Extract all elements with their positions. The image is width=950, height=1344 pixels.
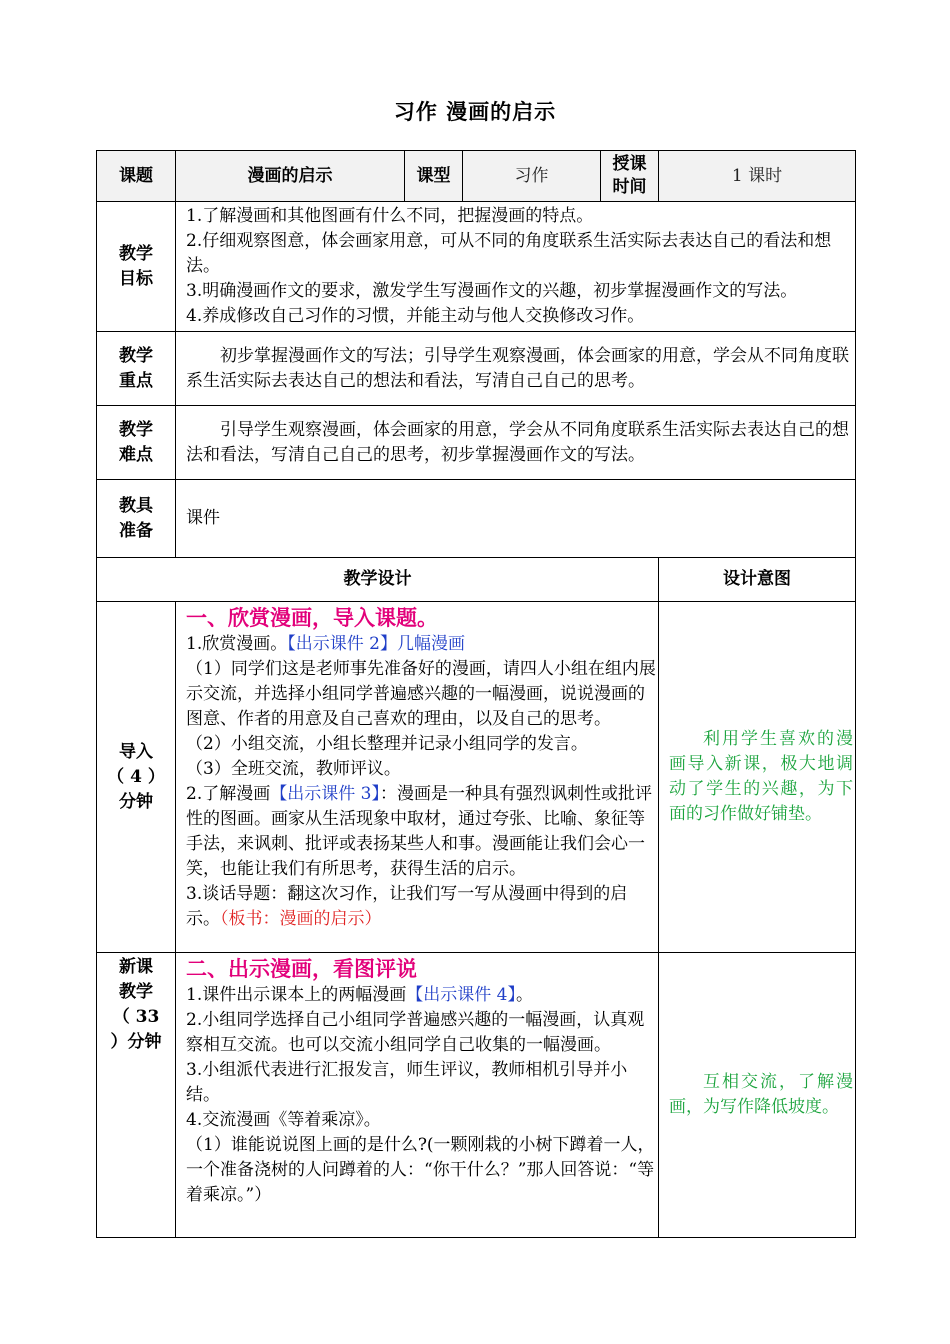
- courseware-link: 【出示课件 2】几幅漫画: [287, 634, 465, 654]
- section2-intent: 互相交流，了解漫画，为写作降低坡度。: [659, 953, 856, 1238]
- goal-item: 4.养成修改自己习作的习惯，并能主动与他人交换修改习作。: [186, 306, 645, 326]
- section1-line-4: （3）全班交流，教师评议。: [186, 759, 401, 779]
- section1-stage-3: 分钟: [119, 791, 153, 812]
- difficulties-label-1: 教学: [119, 419, 153, 440]
- type-value: 习作: [463, 151, 601, 202]
- section1-line-5-text-a: 2.了解漫画: [186, 784, 271, 804]
- section1-line-1: [186, 632, 656, 657]
- section2-line-1-text: 1.课件出示课本上的两幅漫画: [186, 985, 407, 1005]
- section1-line-6: [186, 882, 656, 932]
- section1-line-2: （1）同学们这是老师事先准备好的漫画，请四人小组在组内展示交流，并选择小组同学普遍感兴趣的一幅漫画，说说漫画的图意、作者的用意及自己喜欢的理由，以及自己的思考。: [186, 659, 656, 729]
- section1-intent: 利用学生喜欢的漫画导入新课，极大地调动了学生的兴趣，为下面的习作做好铺垫。: [659, 602, 856, 953]
- section2-stage: [97, 953, 176, 1238]
- difficulties-label: [97, 406, 176, 480]
- keypoints-label-1: 教学: [119, 345, 153, 366]
- design-header: 教学设计: [97, 558, 659, 602]
- time-label-line-2: 时间: [612, 177, 647, 197]
- section1-heading: 一、欣赏漫画，导入课题。: [186, 605, 438, 630]
- tools-label-2: 准备: [119, 520, 153, 541]
- courseware-link: 【出示课件 4】: [406, 985, 516, 1005]
- section1-line-1-text: 1.欣赏漫画。: [186, 634, 288, 654]
- board-note: （板书：漫画的启示）: [220, 909, 382, 929]
- section2-stage-4: ）分钟: [110, 1032, 162, 1052]
- type-label: 课型: [405, 151, 463, 202]
- courseware-link: 【出示课件 3】: [270, 784, 380, 804]
- goal-item: 3.明确漫画作文的要求，激发学生写漫画作文的兴趣，初步掌握漫画作文的写法。: [186, 281, 798, 301]
- header-row: [97, 151, 856, 202]
- section2-line-2: 2.小组同学选择自己小组同学普遍感兴趣的一幅漫画，认真观察相互交流。也可以交流小组同学自己收集的一幅漫画。: [186, 1010, 645, 1055]
- difficulties-row: [97, 406, 856, 480]
- document-title: 习作 漫画的启示: [393, 99, 557, 124]
- section1-stage-2: （ 4 ）: [107, 766, 165, 787]
- tools-label: [97, 480, 176, 558]
- topic-label: 课题: [97, 151, 176, 202]
- tools-label-1: 教具: [119, 495, 153, 516]
- section2-heading: 二、出示漫画，看图评说: [186, 956, 417, 981]
- section2-content: [176, 953, 659, 1238]
- section2-stage-1: 新课: [119, 957, 153, 977]
- section1-line-5-text-b: ：漫画是一种具有强烈讽刺性或批评性的图画。画家从生活现象中取材，通过夸张、比喻、象征等手法，来讽刺、批评或表扬某些人和事。漫画能让我们会心一笑，也能让我们有所思考，获得生活的启示。: [186, 784, 652, 879]
- section2-line-1-end: 。: [515, 985, 533, 1005]
- time-label: [601, 151, 659, 202]
- tools-row: [97, 480, 856, 558]
- lesson-plan-table: [96, 150, 856, 1238]
- design-header-row: [97, 558, 856, 602]
- goals-label-2: 目标: [119, 268, 153, 289]
- topic-value: 漫画的启示: [176, 151, 405, 202]
- tools-content: 课件: [176, 480, 856, 558]
- section1-line-3: （2）小组交流，小组长整理并记录小组同学的发言。: [186, 734, 588, 754]
- section1-stage: [97, 602, 176, 953]
- section2-line-4: 4.交流漫画《等着乘凉》。: [186, 1110, 381, 1130]
- section1-content: [176, 602, 659, 953]
- section1-stage-1: 导入: [119, 741, 153, 762]
- section1-row: [97, 602, 856, 953]
- goals-label-1: 教学: [119, 243, 153, 264]
- section2-stage-2: 教学: [119, 982, 153, 1002]
- keypoints-label-2: 重点: [119, 370, 153, 391]
- goals-label: [97, 202, 176, 332]
- goals-content: [176, 202, 856, 332]
- section2-stage-3: （ 33: [112, 1007, 160, 1027]
- section2-line-1: [186, 983, 656, 1008]
- goals-row: [97, 202, 856, 332]
- goal-item: 1.了解漫画和其他图画有什么不同，把握漫画的特点。: [186, 206, 594, 226]
- goal-item: 2.仔细观察图意，体会画家用意，可从不同的角度联系生活实际去表达自己的看法和想法。: [186, 231, 832, 276]
- section2-line-5: （1）谁能说说图上画的是什么?(一颗刚栽的小树下蹲着一人，一个准备浇树的人问蹲着的人：“你干什么？”那人回答说：“等着乘凉。”）: [186, 1135, 655, 1205]
- intent-header: 设计意图: [659, 558, 856, 602]
- section2-line-3: 3.小组派代表进行汇报发言，师生评议，教师相机引导并小结。: [186, 1060, 628, 1105]
- section1-line-6-text: 3.谈话导题：翻这次习作，让我们写一写从漫画中得到的启示。: [186, 884, 628, 929]
- difficulties-label-2: 难点: [119, 444, 153, 465]
- time-label-line-1: 授课: [612, 154, 647, 174]
- section2-row: [97, 953, 856, 1238]
- difficulties-content: 引导学生观察漫画，体会画家的用意，学会从不同角度联系生活实际去表达自己的想法和看法，写清自己自己的思考，初步掌握漫画作文的写法。: [176, 406, 856, 480]
- section1-line-5: [186, 782, 656, 882]
- keypoints-label: [97, 332, 176, 406]
- time-value: 1 课时: [659, 151, 856, 202]
- keypoints-content: 初步掌握漫画作文的写法；引导学生观察漫画，体会画家的用意，学会从不同角度联系生活实际去表达自己的想法和看法，写清自己自己的思考。: [176, 332, 856, 406]
- keypoints-row: [97, 332, 856, 406]
